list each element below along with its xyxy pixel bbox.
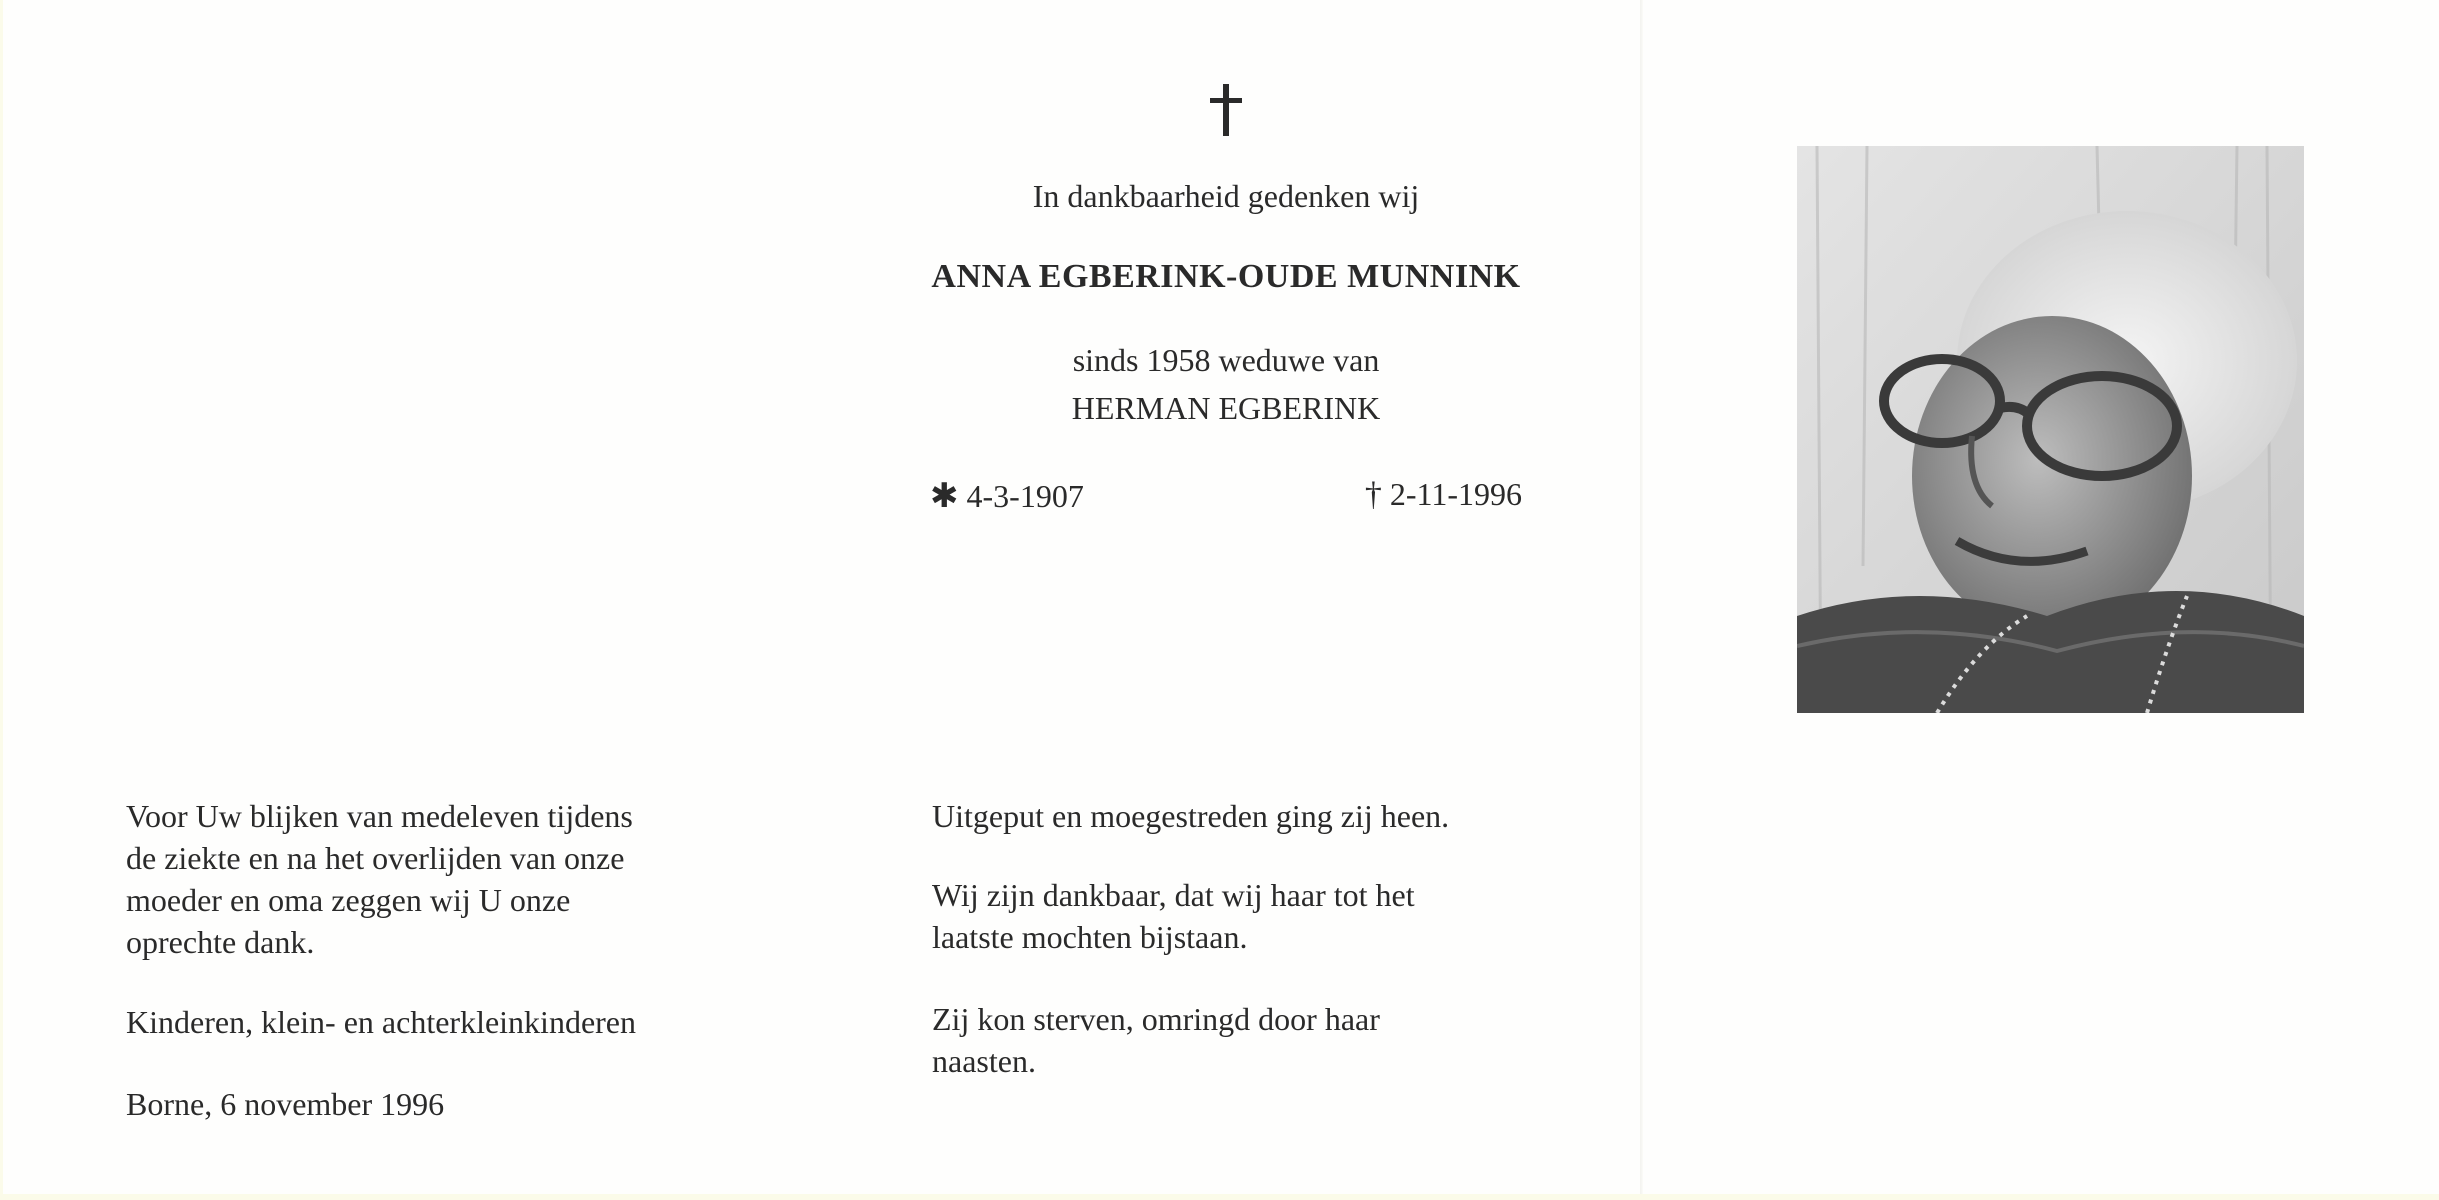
- intro-text: In dankbaarheid gedenken wij: [1032, 178, 1420, 214]
- portrait-photo: [1797, 146, 2304, 713]
- death-cross-icon: †: [1364, 476, 1382, 513]
- verse-line: Zij kon sterven, omringd door haar: [932, 1001, 1380, 1037]
- deceased-name: ANNA EGBERINK-OUDE MUNNINK: [931, 258, 1521, 295]
- verse-line: Wij zijn dankbaar, dat wij haar tot het: [932, 877, 1415, 913]
- thanks-paragraph: [126, 795, 714, 963]
- verse-line: laatste mochten bijstaan.: [932, 919, 1248, 955]
- verse-line: naasten.: [932, 1043, 1036, 1079]
- verse-paragraph-2: [932, 874, 1522, 958]
- thanks-line: moeder en oma zeggen wij U onze: [126, 882, 571, 918]
- birth-date-row: [930, 476, 1084, 516]
- birth-star-icon: ✱: [930, 478, 959, 515]
- portrait-illustration: [1797, 146, 2304, 713]
- death-date-row: [1365, 476, 1522, 514]
- place-date: Borne, 6 november 1996: [126, 1086, 445, 1122]
- family-signature: Kinderen, klein- en achterkleinkinderen: [126, 1004, 636, 1040]
- thanks-line: oprechte dank.: [126, 924, 315, 960]
- card-fold-line: [1640, 0, 1643, 1200]
- paper-edge-bottom: [0, 1194, 2439, 1200]
- birth-date: 4-3-1907: [966, 478, 1084, 514]
- verse-paragraph-3: [932, 998, 1522, 1082]
- latin-cross-icon: [1210, 84, 1242, 136]
- thanks-line: de ziekte en na het overlijden van onze: [126, 840, 625, 876]
- husband-name: HERMAN EGBERINK: [1071, 390, 1381, 426]
- paper-edge-left: [0, 0, 3, 1200]
- widow-line: sinds 1958 weduwe van: [1072, 342, 1380, 378]
- verse-line-1: Uitgeput en moegestreden ging zij heen.: [932, 798, 1450, 834]
- death-date: 2-11-1996: [1389, 476, 1522, 512]
- thanks-line: Voor Uw blijken van medeleven tijdens: [126, 798, 633, 834]
